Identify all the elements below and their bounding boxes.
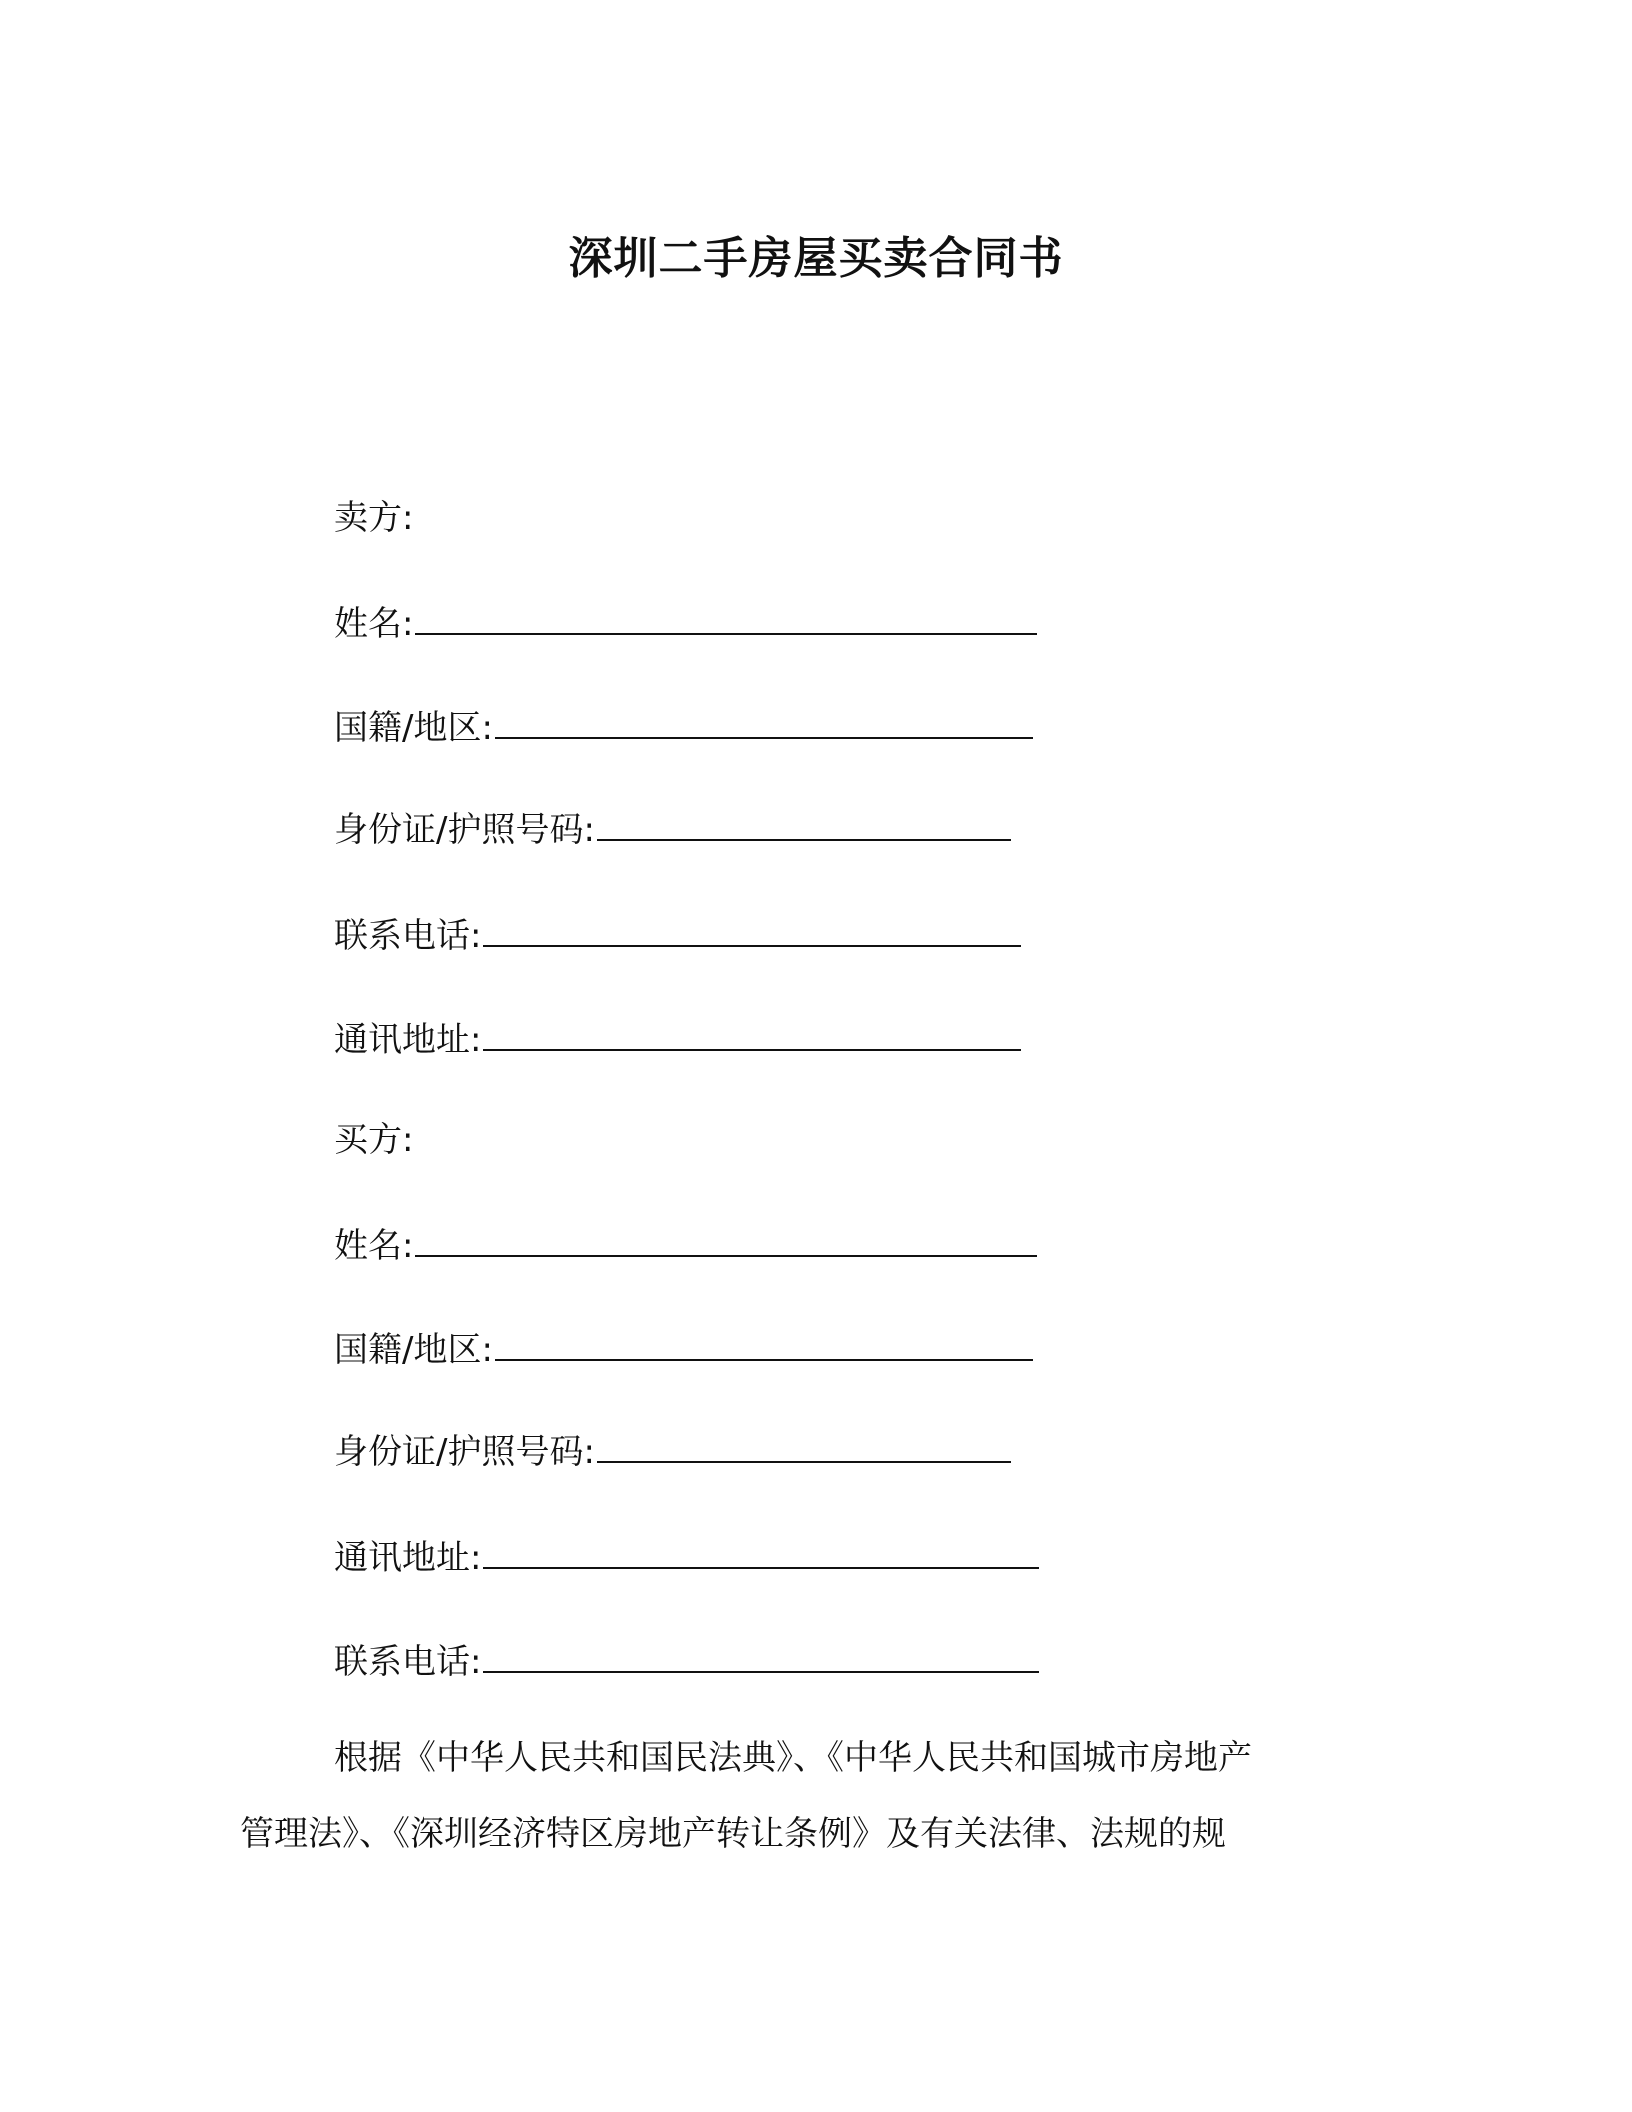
seller-phone-label: 联系电话: (334, 916, 482, 956)
buyer-heading-label: 买方: (334, 1120, 414, 1160)
buyer-phone-blank[interactable] (483, 1641, 1039, 1673)
seller-address-blank[interactable] (483, 1019, 1021, 1051)
buyer-nationality-row (334, 1328, 1033, 1372)
seller-name-blank[interactable] (415, 603, 1037, 635)
buyer-address-label: 通讯地址: (334, 1538, 482, 1578)
buyer-name-row (334, 1224, 1037, 1268)
buyer-id-label: 身份证/护照号码: (334, 1432, 595, 1472)
buyer-id-row (334, 1430, 1011, 1474)
body-paragraph-line-2: 管理法》、《深圳经济特区房地产转让条例》及有关法律、法规的规 (240, 1814, 1226, 1854)
seller-address-label: 通讯地址: (334, 1020, 482, 1060)
seller-id-blank[interactable] (597, 809, 1011, 841)
seller-nationality-row (334, 706, 1033, 750)
seller-nationality-blank[interactable] (495, 707, 1033, 739)
buyer-heading (334, 1118, 413, 1162)
seller-name-row (334, 602, 1037, 646)
buyer-phone-row (334, 1640, 1039, 1684)
seller-heading-label: 卖方: (334, 498, 414, 538)
seller-nationality-label: 国籍/地区: (334, 708, 493, 748)
document-title: 深圳二手房屋买卖合同书 (568, 233, 1064, 284)
body-paragraph-line-1: 根据《中华人民共和国民法典》、《中华人民共和国城市房地产 (334, 1738, 1252, 1778)
buyer-nationality-blank[interactable] (495, 1329, 1033, 1361)
seller-phone-row (334, 914, 1021, 958)
buyer-nationality-label: 国籍/地区: (334, 1330, 493, 1370)
seller-heading (334, 496, 413, 540)
seller-phone-blank[interactable] (483, 915, 1021, 947)
seller-name-label: 姓名: (334, 604, 414, 644)
buyer-id-blank[interactable] (597, 1431, 1011, 1463)
seller-id-row (334, 808, 1011, 852)
buyer-name-blank[interactable] (415, 1225, 1037, 1257)
seller-address-row (334, 1018, 1021, 1062)
buyer-name-label: 姓名: (334, 1226, 414, 1266)
buyer-phone-label: 联系电话: (334, 1642, 482, 1682)
buyer-address-blank[interactable] (483, 1537, 1039, 1569)
buyer-address-row (334, 1536, 1039, 1580)
seller-id-label: 身份证/护照号码: (334, 810, 595, 850)
